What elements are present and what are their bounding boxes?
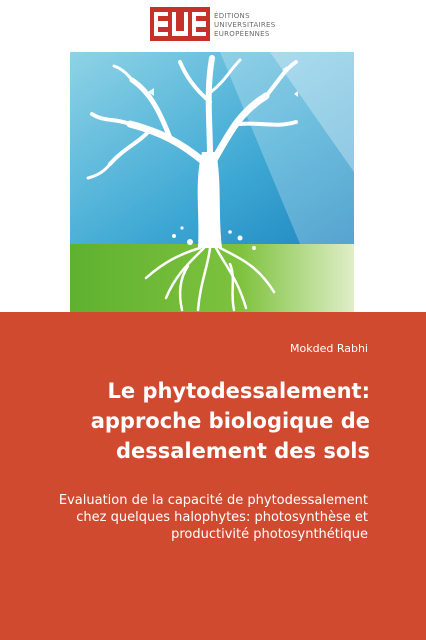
title-line-3: dessalement des sols — [115, 439, 370, 463]
cover-band — [0, 312, 426, 640]
tree-with-roots-icon — [70, 52, 354, 312]
publisher-line-1: ÉDITIONS — [214, 12, 250, 20]
publisher-logo-icon — [150, 7, 210, 41]
publisher-line-2: UNIVERSITAIRES — [214, 21, 276, 29]
subtitle-line-2: chez quelques halophytes: photosynthèse et — [76, 510, 368, 525]
title-line-2: approche biologique de — [90, 409, 370, 433]
cover-illustration — [70, 52, 354, 312]
author-name: Mokded Rabhi — [290, 342, 368, 355]
book-subtitle — [8, 492, 368, 543]
book-title — [30, 376, 370, 466]
publisher-header — [0, 0, 426, 50]
subtitle-line-3: productivité photosynthétique — [171, 527, 368, 542]
title-line-1: Le phytodessalement: — [107, 379, 370, 403]
publisher-line-3: EUROPÉENNES — [214, 30, 270, 38]
subtitle-line-1: Evaluation de la capacité de phytodessalement — [58, 493, 368, 508]
publisher-name — [214, 12, 276, 39]
